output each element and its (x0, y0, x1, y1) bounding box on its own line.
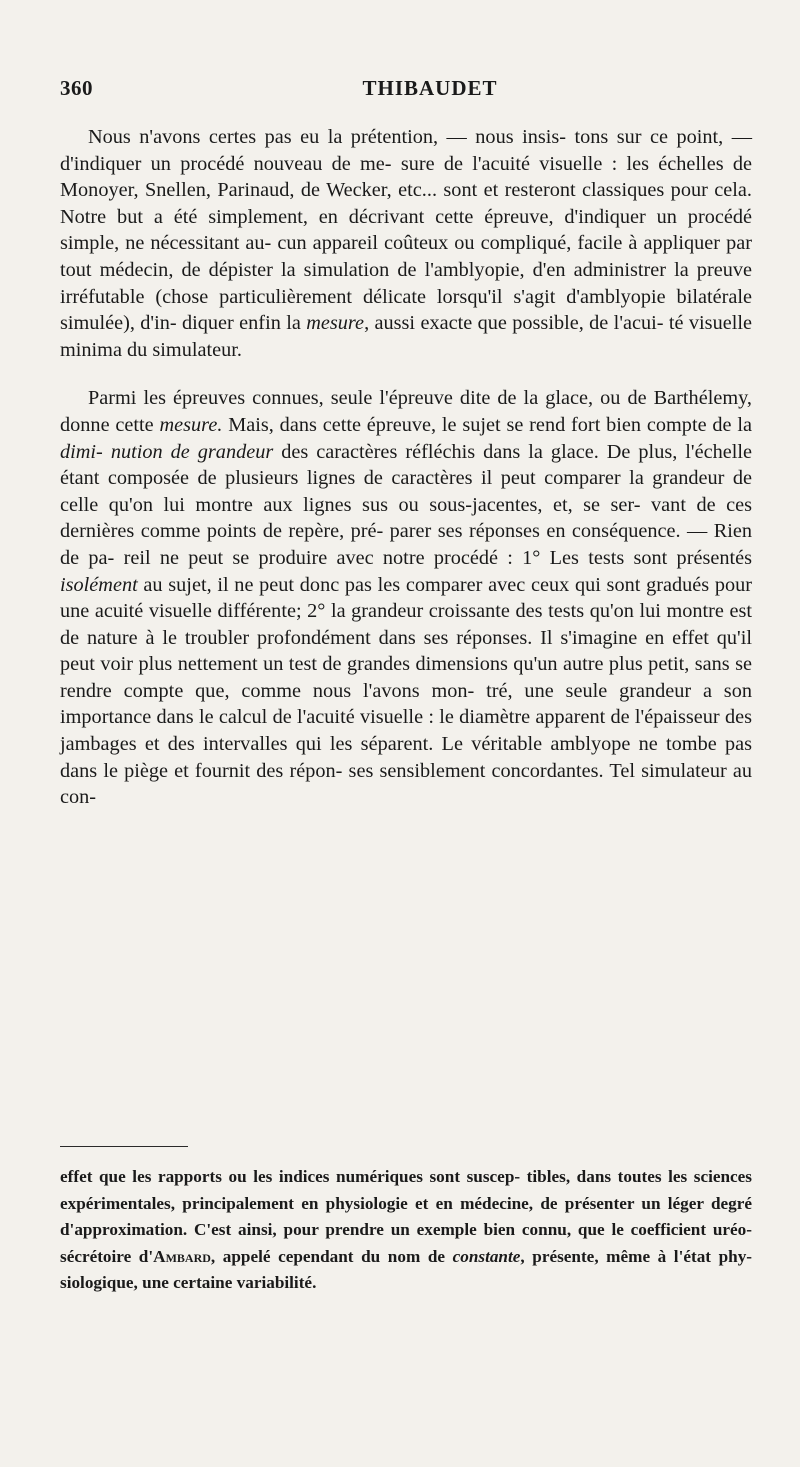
author-name: Ambard (153, 1246, 211, 1266)
text-line: dans ses réponses. Il s'imagine en effet qu'il peut voir plus (60, 626, 752, 676)
text-line: donc pas les comparer avec ceux qui sont gradués pour une (60, 573, 753, 623)
text-line: administrer la preuve irréfutable (chose particulièrement (60, 258, 752, 308)
footnote-line: effet que les rapports ou les indices numériques sont suscep- (60, 1167, 521, 1186)
text-line: , aussi exacte que possible, de l'acui- (364, 312, 664, 335)
text-line: tout médecin, de dépister la simulation de l'amblyopie, d'en (60, 258, 566, 281)
footnote-line: connu, que le coefficient uréo-sécrétoire d' (60, 1220, 753, 1266)
text-line: vant de ces dernières comme points de repère, pré- (60, 493, 752, 543)
footnote-line: en physiologie et en médecine, de présenter un léger degré (301, 1193, 752, 1213)
text-line: Nous n'avons certes pas eu la prétention, — nous insis- (88, 126, 567, 148)
running-head (60, 76, 760, 106)
text-line: ses sensiblement concordantes. Tel simulateur au con- (60, 759, 752, 809)
footnote-divider (60, 1146, 188, 1147)
text-line: tons sur ce point, — d'indiquer un procédé nouveau de me- (60, 126, 752, 175)
text-line: té visuelle minima du simulateur. (60, 312, 752, 361)
italic-phrase: nution de grandeur (110, 440, 274, 463)
text-line: des caractères réfléchis dans la glace. (273, 440, 599, 463)
main-text (60, 124, 752, 811)
text-line: acuité visuelle différente; 2° la grandeur croissante des tests (94, 600, 585, 623)
text-line: cun appareil coûteux ou compliqué, facile à appliquer par (277, 232, 752, 255)
text-line: qu'on lui montre est de nature à le troubler profondément (60, 600, 752, 649)
text-line: reil ne peut se produire avec notre procédé : 1° Les (123, 546, 579, 569)
text-line: amblyope ne tombe pas dans le piège et fournit des répon- (60, 733, 752, 782)
footnote (60, 1164, 752, 1297)
text-line: délicate lorsqu'il s'agit d'amblyopie bilatérale simulée), d'in- (60, 285, 752, 335)
page-number: 360 (60, 76, 93, 100)
text-line: tests sont présentés (588, 546, 753, 569)
paragraph-2 (60, 385, 752, 811)
text-line: petit, sans se rendre compte que, comme nous l'avons mon- (60, 653, 752, 702)
italic-word: isolément (60, 573, 138, 596)
running-title: THIBAUDET (362, 76, 498, 100)
italic-word: constante (452, 1246, 521, 1266)
text-line: tré, une seule grandeur a son importance dans le calcul de (60, 679, 752, 729)
text-line: l'acuité visuelle : le diamètre apparent de l'épaisseur des (297, 706, 752, 729)
text-line: diquer enfin la (181, 312, 307, 335)
text-line: cette épreuve, le sujet se rend fort bien compte de la (322, 413, 753, 436)
text-line: nettement un test de grandes dimensions qu'un autre plus (177, 653, 643, 676)
text-line: Mais, dans (222, 413, 317, 436)
italic-word: mesure (306, 312, 365, 335)
footnote-line: tibles, dans toutes les sciences expérimentales, principalement (60, 1167, 753, 1213)
text-line: caractères il peut comparer la grandeur de celle qu'on lui (60, 467, 753, 516)
text-line: Parinaud, de Wecker, etc... sont et resteront classiques (217, 179, 665, 202)
text-line: pour cela. Notre but a été simplement, en décrivant cette (60, 179, 752, 228)
text-line: sure de l'acuité visuelle : les échelles de Monoyer, Snellen, (60, 152, 752, 202)
italic-word: mesure. (159, 413, 223, 436)
text-line: montre aux lignes sus ou sous-jacentes, et, se ser- (195, 493, 641, 516)
text-line: glace, ou de Barthélemy, donne cette (60, 387, 752, 436)
text-line: au sujet, il ne peut (137, 573, 295, 596)
paragraph-1 (60, 124, 752, 363)
text-line: parer ses réponses en conséquence. — Rien de pa- (60, 520, 752, 569)
footnote-line: , présente, même à l'état phy- (520, 1246, 753, 1266)
text-line: épreuve, d'indiquer un procédé simple, ne nécessitant au- (60, 205, 752, 255)
footnote-line: , appelé (210, 1246, 271, 1266)
footnote-line: cependant du nom de (278, 1246, 453, 1266)
text-line: jambages et des intervalles qui les séparent. Le véritable (60, 733, 543, 756)
italic-word: dimi- (60, 440, 103, 463)
footnote-line: siologique, une certaine variabilité. (60, 1273, 317, 1292)
footnote-line: d'approximation. C'est ainsi, pour prendre un exemple bien (60, 1220, 516, 1239)
text-line: De plus, l'échelle étant composée de plusieurs lignes de (60, 440, 752, 490)
text-line: Parmi les épreuves connues, seule l'épreuve dite de la (88, 387, 539, 410)
